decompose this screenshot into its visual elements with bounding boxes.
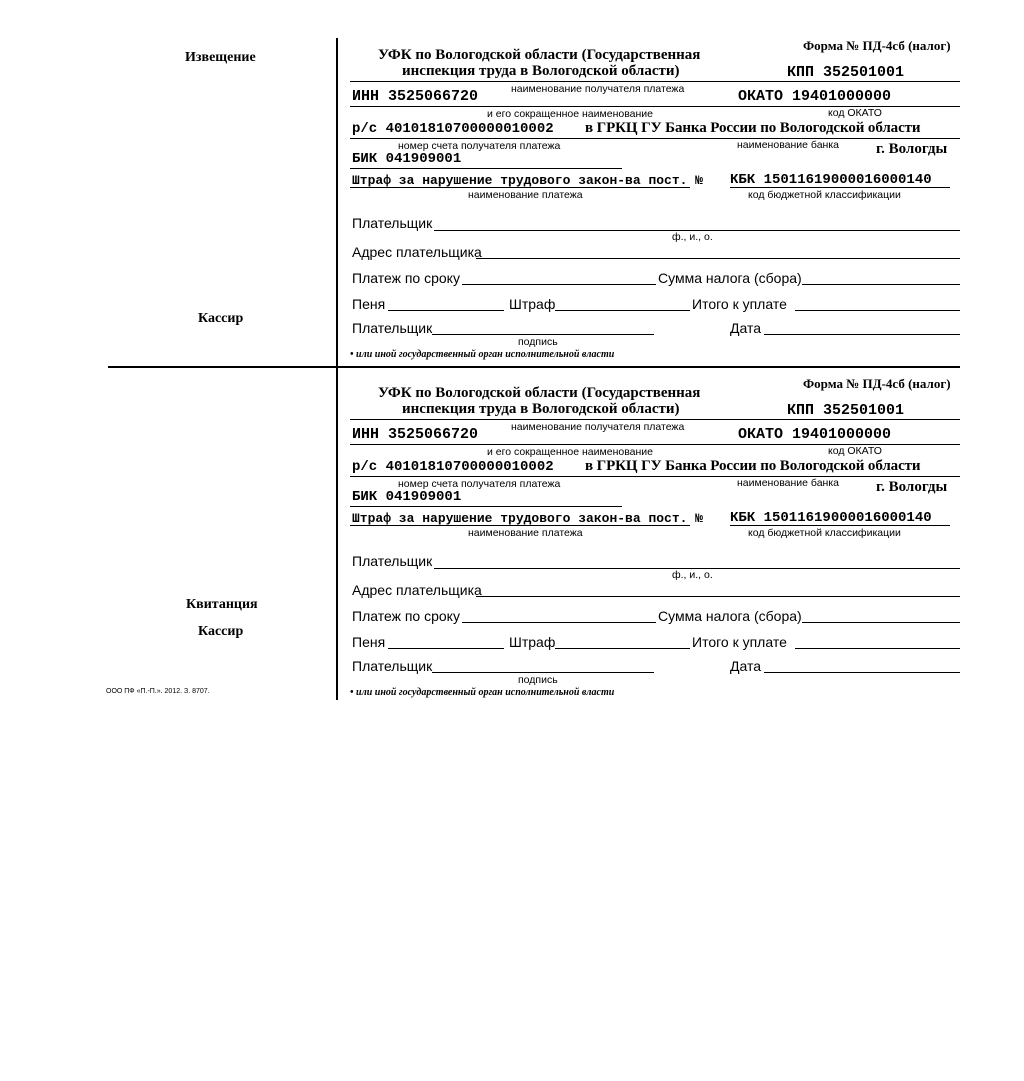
signature-caption: подпись (518, 336, 558, 348)
okato-caption: код ОКАТО (828, 107, 882, 119)
fine-input-line[interactable] (555, 310, 690, 311)
date-label: Дата (730, 658, 762, 674)
bik-value: БИК 041909001 (352, 489, 462, 505)
date-input-line[interactable] (764, 672, 960, 673)
fio-caption: ф., и., о. (672, 569, 713, 581)
payment-name: Штраф за нарушение трудового закон-ва пост. № (352, 511, 704, 526)
recipient-caption: наименование получателя платежа (511, 421, 685, 433)
address-label: Адрес плательщика (352, 582, 482, 598)
address-input-line[interactable] (476, 258, 960, 259)
recipient-line-2: инспекция труда в Вологодской области) (402, 63, 680, 79)
fine-input-line[interactable] (555, 648, 690, 649)
notice-label: Извещение (185, 50, 256, 65)
bank-caption: наименование банка (737, 139, 839, 151)
penalty-input-line[interactable] (388, 310, 504, 311)
signature-input-line[interactable] (432, 672, 654, 673)
recipient-line-1: УФК по Вологодской области (Государственная (378, 385, 701, 401)
bank-city: г. Вологды (876, 479, 948, 495)
tax-amount-label: Сумма налога (сбора) (658, 270, 802, 286)
account-value: р/с 40101810700000010002 (352, 459, 554, 475)
receipt-label: Квитанция (186, 597, 258, 612)
due-input-line[interactable] (462, 622, 656, 623)
total-input-line[interactable] (795, 648, 960, 649)
short-name-caption: и его сокращенное наименование (487, 108, 654, 120)
recipient-line-2: инспекция труда в Вологодской области) (402, 401, 680, 417)
tax-amount-input-line[interactable] (802, 284, 960, 285)
receipt-section (0, 338, 1024, 1081)
payer-label: Плательщик (352, 215, 433, 231)
kpp-value: КПП 352501001 (787, 64, 905, 81)
printer-imprint: ООО ПФ «П.-П.». 2012. З. 8707. (106, 688, 210, 695)
tax-amount-label: Сумма налога (сбора) (658, 608, 802, 624)
kpp-value: КПП 352501001 (787, 402, 905, 419)
bank-city: г. Вологды (876, 141, 948, 157)
date-label: Дата (730, 320, 762, 336)
account-caption: номер счета получателя платежа (398, 140, 561, 152)
payment-name: Штраф за нарушение трудового закон-ва пост. № (352, 173, 704, 188)
address-label: Адрес плательщика (352, 244, 482, 260)
bik-value: БИК 041909001 (352, 151, 462, 167)
okato-caption: код ОКАТО (828, 445, 882, 457)
penalty-label: Пеня (352, 296, 386, 312)
kbk-caption: код бюджетной классификации (748, 189, 901, 201)
recipient-caption: наименование получателя платежа (511, 83, 685, 95)
account-value: р/с 40101810700000010002 (352, 121, 554, 137)
payer-sign-label: Плательщик (352, 320, 433, 336)
bank-caption: наименование банка (737, 477, 839, 489)
penalty-input-line[interactable] (388, 648, 504, 649)
kbk-caption: код бюджетной классификации (748, 527, 901, 539)
due-input-line[interactable] (462, 284, 656, 285)
account-caption: номер счета получателя платежа (398, 478, 561, 490)
payer-sign-label: Плательщик (352, 658, 433, 674)
fine-label: Штраф (509, 634, 556, 650)
bank-name: в ГРКЦ ГУ Банка России по Вологодской области (585, 120, 921, 136)
payment-name-caption: наименование платежа (468, 189, 583, 201)
footnote: • или иной государственный орган исполнительной власти (350, 687, 615, 698)
payment-name-caption: наименование платежа (468, 527, 583, 539)
total-label: Итого к уплате (692, 634, 787, 650)
payer-label: Плательщик (352, 553, 433, 569)
okato-value: ОКАТО 19401000000 (738, 426, 892, 443)
total-label: Итого к уплате (692, 296, 787, 312)
due-label: Платеж по сроку (352, 270, 460, 286)
inn-value: ИНН 3525066720 (352, 88, 479, 105)
footnote: • или иной государственный орган исполнительной власти (350, 349, 615, 360)
form-number: Форма № ПД-4сб (налог) (803, 376, 951, 391)
fine-label: Штраф (509, 296, 556, 312)
signature-caption: подпись (518, 674, 558, 686)
short-name-caption: и его сокращенное наименование (487, 446, 654, 458)
kbk-value: КБК 15011619000016000140 (730, 172, 932, 188)
date-input-line[interactable] (764, 334, 960, 335)
recipient-line-1: УФК по Вологодской области (Государственная (378, 47, 701, 63)
total-input-line[interactable] (795, 310, 960, 311)
penalty-label: Пеня (352, 634, 386, 650)
kbk-value: КБК 15011619000016000140 (730, 510, 932, 526)
cashier-label-top: Кассир (198, 311, 244, 326)
bank-name: в ГРКЦ ГУ Банка России по Вологодской области (585, 458, 921, 474)
form-number: Форма № ПД-4сб (налог) (803, 38, 951, 53)
inn-value: ИНН 3525066720 (352, 426, 479, 443)
tax-amount-input-line[interactable] (802, 622, 960, 623)
okato-value: ОКАТО 19401000000 (738, 88, 892, 105)
fio-caption: ф., и., о. (672, 231, 713, 243)
signature-input-line[interactable] (432, 334, 654, 335)
cashier-label-bottom: Кассир (198, 624, 244, 639)
address-input-line[interactable] (476, 596, 960, 597)
due-label: Платеж по сроку (352, 608, 460, 624)
